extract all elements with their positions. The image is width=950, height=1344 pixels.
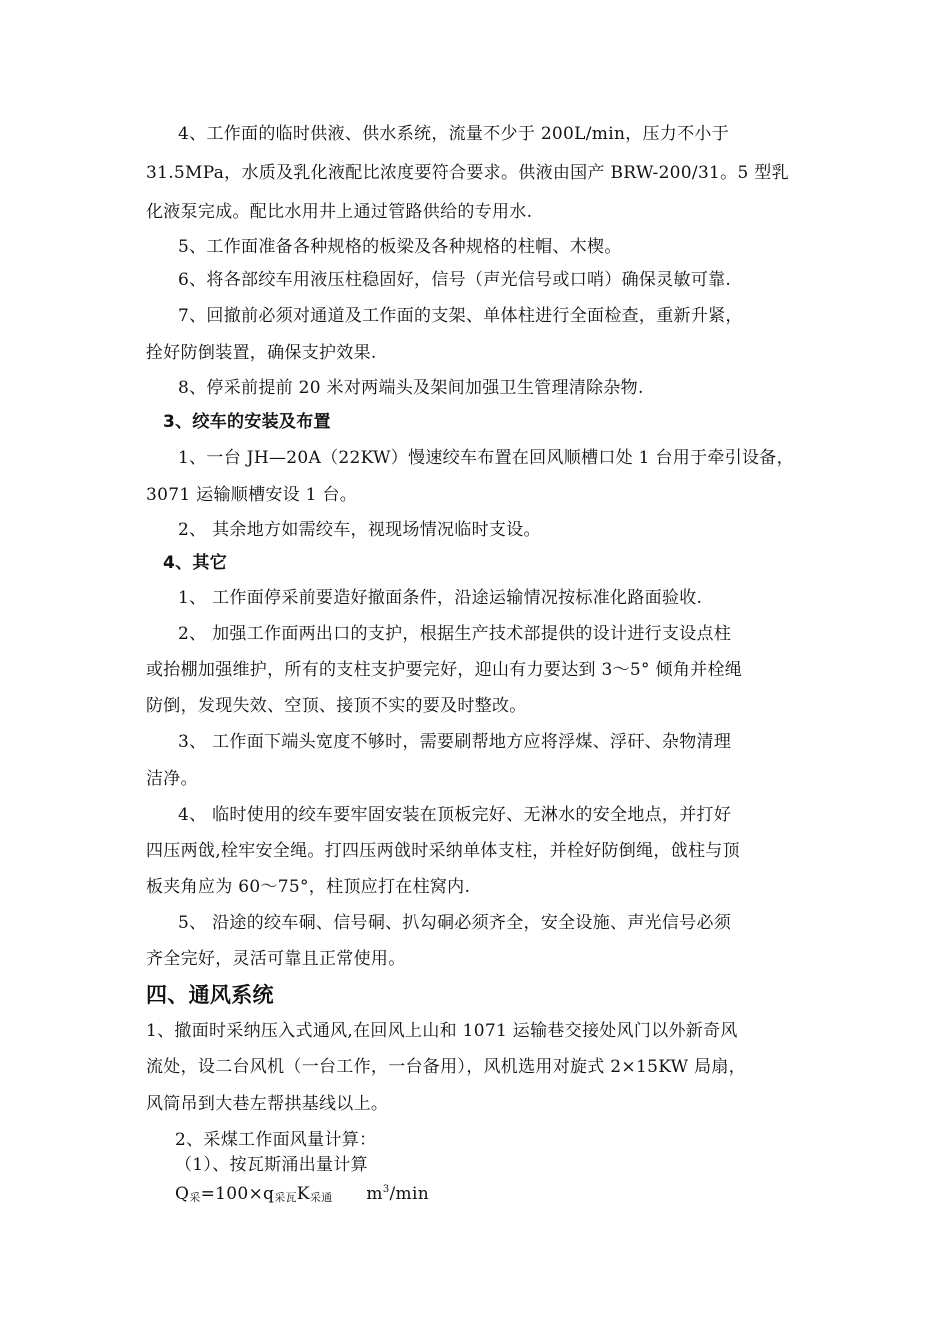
paragraph-line: 5、 沿途的绞车硐、信号硐、扒勾硐必须齐全，安全设施、声光信号必须 [178,913,732,933]
paragraph-line: 洁净。 [146,769,198,789]
paragraph-line: 7、回撤前必须对通道及工作面的支架、单体柱进行全面检查，重新升紧， [178,306,743,326]
paragraph-line: 风筒吊到大巷左帮拱基线以上。 [146,1094,389,1114]
formula-k: K [296,1184,310,1204]
paragraph-line: 2、采煤工作面风量计算： [175,1130,377,1150]
formula-unit: m [366,1184,383,1204]
formula-sub: 采 [189,1191,201,1204]
paragraph-line: 2、 其余地方如需绞车，视现场情况临时支设。 [178,520,541,540]
formula-sub: 采通 [309,1191,333,1204]
formula-unit-tail: /min [389,1184,429,1204]
paragraph-line: 8、停采前提前 20 米对两端头及架间加强卫生管理清除杂物. [178,378,644,398]
paragraph-line: 3071 运输顺槽安设 1 台。 [146,485,358,505]
paragraph-line: 流处，设二台风机（一台工作，一台备用），风机选用对旋式 2×15KW 局扇， [146,1057,746,1077]
formula-unit-sup: 3 [382,1184,390,1195]
paragraph-line: 齐全完好，灵活可靠且正常使用。 [146,949,406,969]
paragraph-line: 6、将各部绞车用液压柱稳固好，信号（声光信号或口哨）确保灵敏可靠. [178,270,732,290]
formula-line [175,1179,429,1209]
formula-mid: =100×q [200,1184,275,1204]
paragraph-line: 板夹角应为 60～75°，柱顶应打在柱窝内. [146,877,471,897]
paragraph-line: 防倒，发现失效、空顶、接顶不实的要及时整改。 [146,696,527,716]
paragraph-line: 化液泵完成。配比水用井上通过管路供给的专用水. [146,202,533,222]
formula-sub: 采瓦 [274,1191,297,1204]
section-heading: 3、绞车的安装及布置 [163,412,331,432]
paragraph-line: 3、 工作面下端头宽度不够时，需要刷帮地方应将浮煤、浮矸、杂物清理 [178,732,732,752]
paragraph-line: 四压两戗,栓牢安全绳。打四压两戗时采纳单体支柱，并栓好防倒绳，戗柱与顶 [146,841,740,861]
paragraph-line: 31.5MPa，水质及乳化液配比浓度要符合要求。供液由国产 BRW-200/31。5 型乳 [146,163,789,183]
paragraph-line: 或抬棚加强维护，所有的支柱支护要完好，迎山有力要达到 3～5° 倾角并栓绳 [146,660,743,680]
formula-q: Q [175,1184,190,1204]
paragraph-line: 1、撤面时采纳压入式通风,在回风上山和 1071 运输巷交接处风门以外新奇风 [146,1021,738,1041]
chapter-heading: 四、通风系统 [146,983,274,1007]
paragraph-line: 4、 临时使用的绞车要牢固安装在顶板完好、无淋水的安全地点，并打好 [178,805,732,825]
paragraph-line: 2、 加强工作面两出口的支护，根据生产技术部提供的设计进行支设点柱 [178,624,732,644]
section-heading: 4、其它 [163,553,228,573]
paragraph-line: 拴好防倒装置，确保支护效果. [146,343,377,363]
paragraph-line: 4、工作面的临时供液、供水系统，流量不少于 200L/min，压力不小于 [178,124,729,144]
paragraph-line: 1、一台 JH—20A（22KW）慢速绞车布置在回风顺槽口处 1 台用于牵引设备， [178,448,794,468]
paragraph-line: （1）、按瓦斯涌出量计算 [175,1155,368,1175]
paragraph-line: 1、 工作面停采前要造好撤面条件，沿途运输情况按标准化路面验收. [178,588,703,608]
paragraph-line: 5、工作面准备各种规格的板梁及各种规格的柱帽、木楔。 [178,237,622,257]
